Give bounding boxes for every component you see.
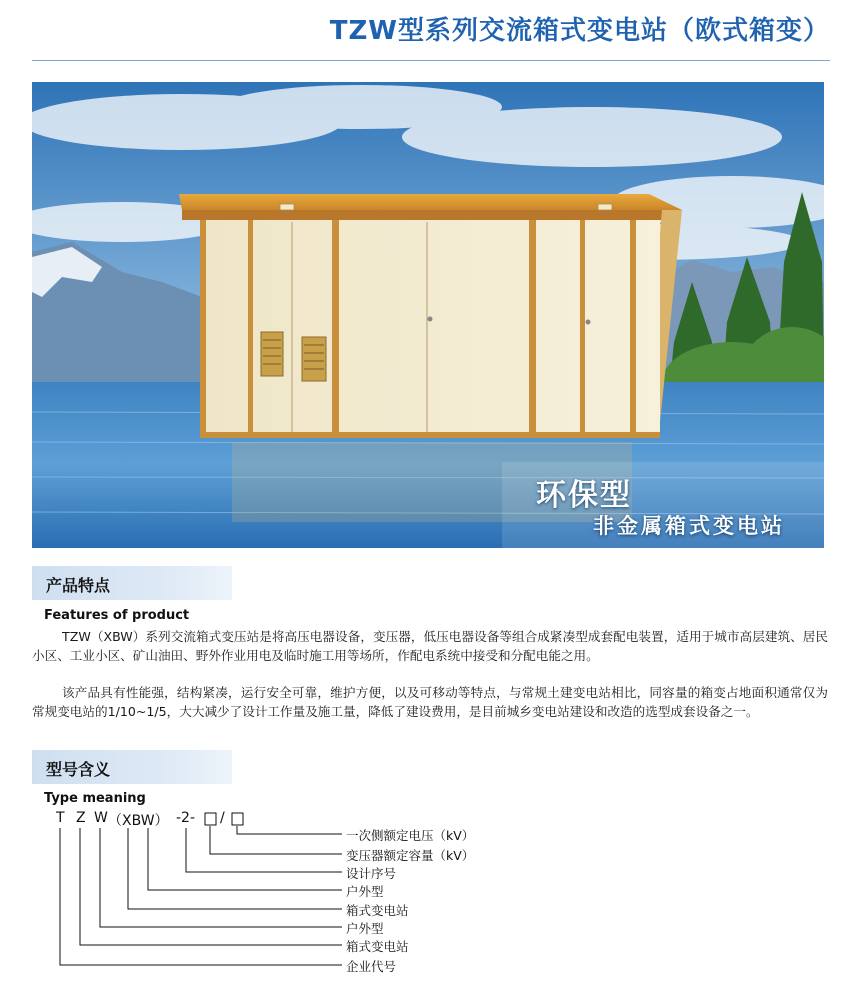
features-paragraph-1: TZW（XBW）系列交流箱式变压站是将高压电器设备，变压器，低压电器设备等组合成紧凑型成套配电装置，适用于城市高层建筑、居民小区、工业小区、矿山油田、野外作业用电及临时施工用等场所，作配电系统中接受和分配电能之用。 <box>32 629 828 664</box>
meaning-box-substation-1: 箱式变电站 <box>346 903 409 918</box>
hero-caption-sub: 非金属箱式变电站 <box>593 514 785 538</box>
meaning-company-code: 企业代号 <box>346 959 397 974</box>
hero-caption-main: 环保型 <box>536 478 632 513</box>
meaning-rated-capacity: 变压器额定容量（kV） <box>346 848 475 863</box>
meaning-outdoor-1: 户外型 <box>346 884 384 899</box>
features-paragraph-2: 该产品具有性能强，结构紧凑，运行安全可靠，维护方便，以及可移动等特点，与常规土建变电站相比，同容量的箱变占地面积通常仅为常规变电站的1/10~1/5，大大减少了设计工作量及施工量，降低了建设费用，是目前城乡变电站建设和改造的选型成套设备之一。 <box>32 685 828 720</box>
meaning-design-number: 设计序号 <box>346 866 397 881</box>
voltage-box-icon <box>232 813 243 825</box>
capacity-box-icon <box>205 813 216 825</box>
code-letter-z: Z <box>76 810 86 826</box>
code-letter-t: T <box>56 810 65 826</box>
meaning-outdoor-2: 户外型 <box>346 921 384 936</box>
type-heading-cn: 型号含义 <box>46 760 111 779</box>
features-heading-cn: 产品特点 <box>46 576 111 595</box>
page-title: TZW型系列交流箱式变电站（欧式箱变） <box>329 16 830 46</box>
features-heading-en: Features of product <box>44 608 190 623</box>
meaning-box-substation-2: 箱式变电站 <box>346 939 409 954</box>
code-slash: / <box>220 810 225 826</box>
code-letter-w: W <box>94 810 108 826</box>
type-heading-en: Type meaning <box>44 791 146 806</box>
code-sequence: -2- <box>176 810 196 826</box>
meaning-primary-voltage: 一次侧额定电压（kV） <box>346 828 475 843</box>
code-xbw: （XBW） <box>108 813 169 829</box>
